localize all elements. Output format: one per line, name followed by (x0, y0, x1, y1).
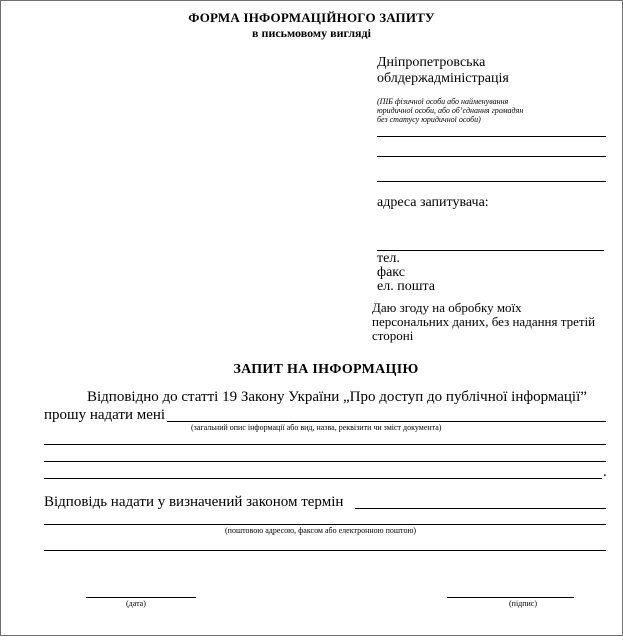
signature-caption: (підпис) (509, 599, 538, 608)
answer-method-line-2[interactable] (44, 524, 606, 525)
recipient-line-1: Дніпропетровська (377, 55, 486, 70)
phone-label: тел. (377, 251, 400, 266)
form-subtitle: в письмовому вигляді (252, 26, 371, 40)
answer-method-line-1[interactable] (355, 508, 606, 509)
request-heading: ЗАПИТ НА ІНФОРМАЦІЮ (233, 362, 419, 377)
request-body-line-2: прошу надати мені (44, 407, 166, 423)
fax-label: факс (377, 265, 405, 280)
form-title: ФОРМА ІНФОРМАЦІЙНОГО ЗАПИТУ (188, 10, 435, 25)
date-line[interactable] (86, 597, 196, 598)
answer-method-line-3[interactable] (44, 550, 606, 551)
request-body-line-1: Відповідно до статті 19 Закону України „Про доступ до публічної інформації” (87, 389, 587, 405)
address-line[interactable] (377, 250, 604, 251)
request-end-dot: . (603, 464, 607, 480)
date-caption: (дата) (126, 599, 146, 608)
requester-hint-1: (ПІБ фізичної особи або найменування (377, 97, 509, 106)
request-info-line-2[interactable] (44, 444, 606, 445)
consent-line-1: Даю згоду на обробку моїх (372, 300, 522, 315)
requester-hint-2: юридичної особи, або об’єднання громадян (377, 106, 524, 115)
request-info-line-1[interactable] (167, 421, 606, 422)
requester-hint-3: без статусу юридичної особи) (377, 115, 481, 124)
requester-name-line-1[interactable] (377, 136, 606, 137)
consent-line-2: персональних даних, без надання третій (372, 314, 596, 329)
requester-name-line-3[interactable] (377, 181, 606, 182)
requester-name-line-2[interactable] (377, 156, 606, 157)
request-info-line-3[interactable] (44, 461, 606, 462)
consent-line-3: стороні (372, 328, 414, 343)
address-label: адреса запитувача: (377, 195, 489, 210)
signature-line[interactable] (447, 597, 574, 598)
recipient-line-2: облдержадміністрація (377, 71, 509, 86)
description-hint: (загальний опис інформації або вид, назва, реквізити чи зміст документа) (191, 423, 442, 432)
request-info-line-4[interactable] (44, 478, 602, 479)
answer-label: Відповідь надати у визначений законом термін (44, 494, 344, 510)
email-label: ел. пошта (377, 279, 435, 294)
answer-hint: (поштовою адресою, факсом або електронною поштою) (225, 526, 417, 535)
